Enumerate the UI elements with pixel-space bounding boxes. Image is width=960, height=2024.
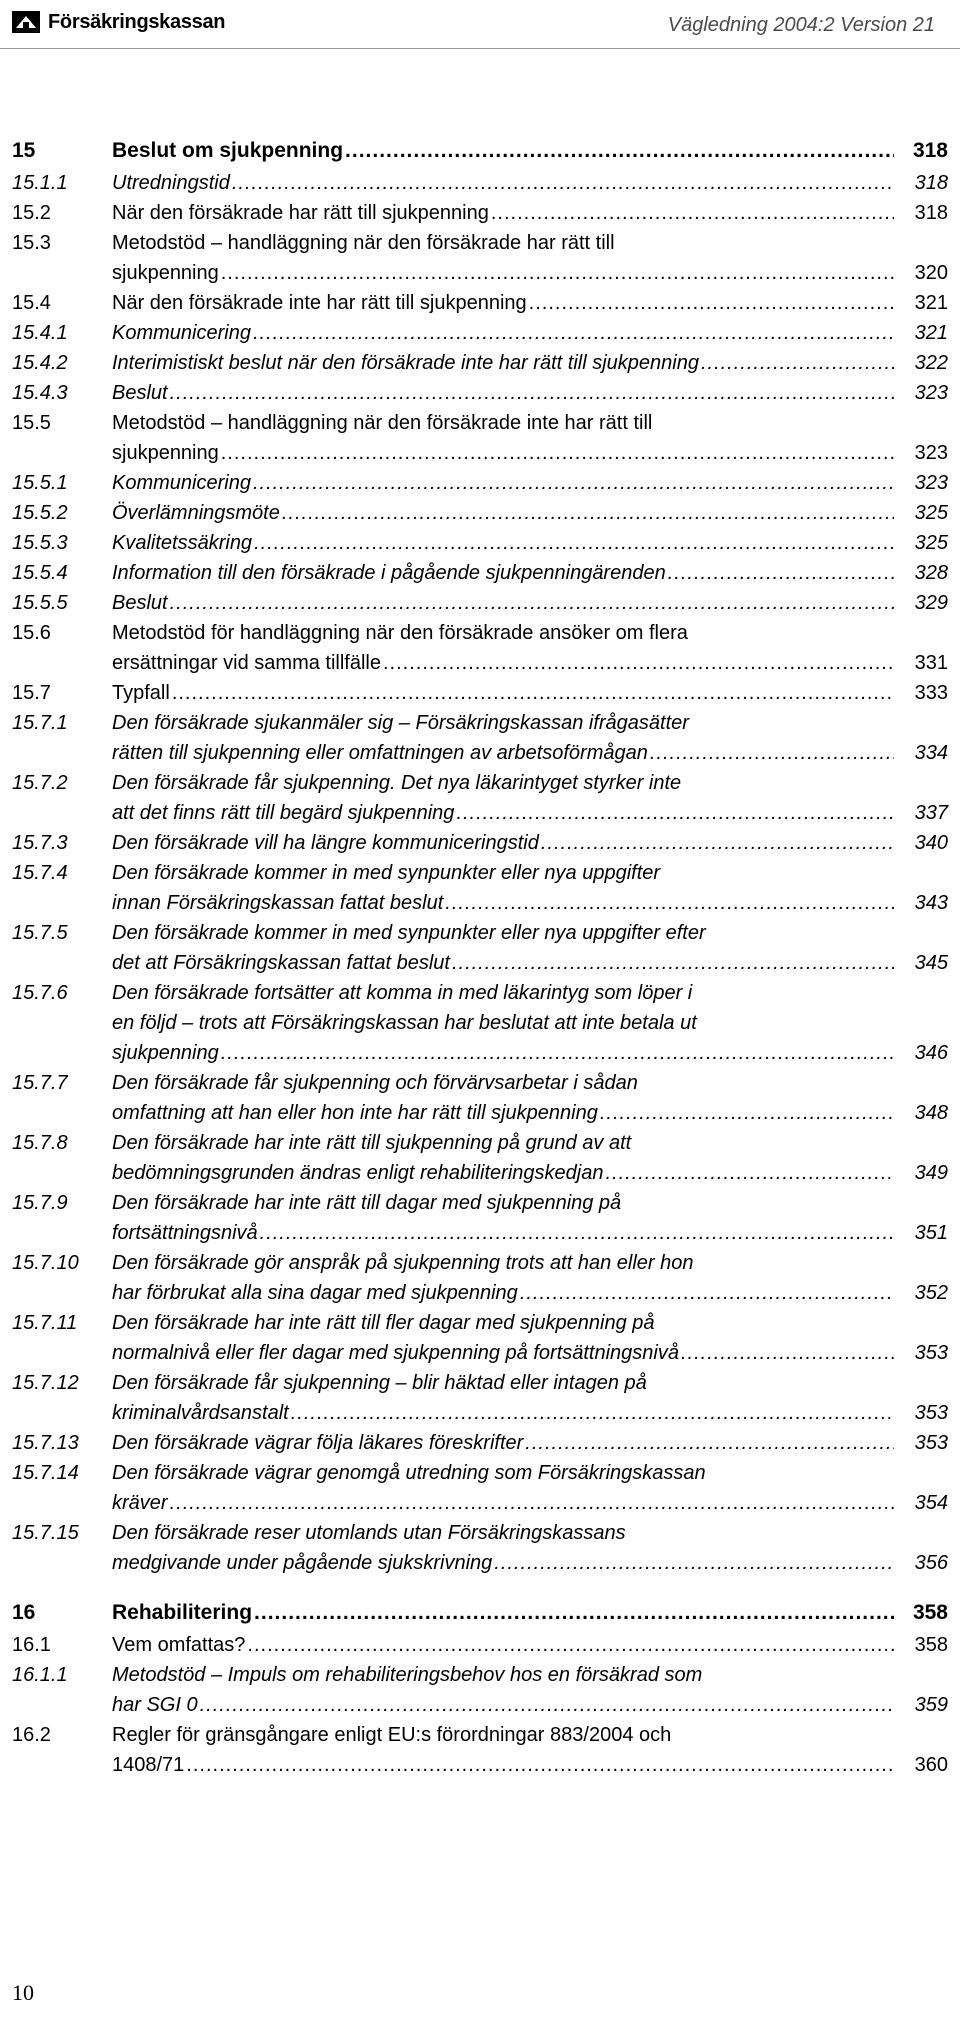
toc-title-line: Kommunicering: [112, 472, 251, 494]
toc-entry[interactable]: [12, 678, 948, 708]
toc-page-number: 318: [914, 202, 948, 224]
toc-entry-body: [112, 618, 948, 678]
page-number: 10: [12, 1980, 34, 2005]
toc-section-number: 15.5.3: [12, 532, 68, 554]
toc-title-line: Den försäkrade vill ha längre kommuniceringstid: [112, 832, 539, 854]
toc-title-line: Kvalitetssäkring: [112, 532, 253, 554]
toc-page-number: 358: [912, 1601, 948, 1624]
toc-title-line: Den försäkrade kommer in med synpunkter eller nya uppgifter: [112, 862, 661, 884]
toc-title-line: Rehabilitering: [112, 1601, 253, 1624]
dot-leader: [254, 1598, 894, 1628]
toc-title-line: Metodstöd för handläggning när den försäkrade ansöker om flera: [112, 622, 688, 644]
toc-page-number: 325: [914, 502, 948, 524]
toc-title-last-line: [112, 198, 896, 228]
toc-entry-body: [112, 288, 948, 318]
toc-entry[interactable]: [12, 1188, 948, 1248]
toc-title-line: sjukpenning: [112, 1042, 219, 1064]
dot-leader: [253, 468, 894, 498]
toc-entry-body: [112, 408, 948, 468]
toc-section-number: 15.6: [12, 622, 51, 644]
toc-title-last-line: [112, 288, 896, 318]
toc-title-line: Metodstöd – handläggning när den försäkrade har rätt till: [112, 232, 615, 254]
toc-page-number: 360: [914, 1754, 948, 1776]
toc-title-last-line: [112, 948, 896, 978]
dot-leader: [254, 528, 894, 558]
toc-title-last-line: [112, 588, 896, 618]
toc-page-number: 321: [914, 292, 948, 314]
dot-leader: [445, 888, 894, 918]
toc-entry-body: [112, 1188, 948, 1248]
toc-entry[interactable]: [12, 1068, 948, 1128]
toc-page-number: 331: [914, 652, 948, 674]
dot-leader: [247, 1630, 894, 1660]
toc-title-last-line: [112, 498, 896, 528]
toc-entry-body: [112, 1368, 948, 1428]
toc-title-line: Den försäkrade gör anspråk på sjukpenning trots att han eller hon: [112, 1252, 694, 1274]
toc-section-number: 15.7: [12, 682, 51, 704]
toc-title-last-line: [112, 1750, 896, 1780]
toc-entry[interactable]: [12, 1308, 948, 1368]
toc-title-last-line: [112, 1630, 896, 1660]
toc-title-line: Metodstöd – Impuls om rehabiliteringsbehov hos en försäkrad som: [112, 1664, 703, 1686]
toc-title-last-line: [112, 1690, 896, 1720]
toc-section-number: 15.7.13: [12, 1432, 79, 1454]
dot-leader: [282, 498, 894, 528]
logo-text: Försäkringskassan: [48, 11, 226, 33]
dot-leader: [491, 198, 894, 228]
toc-title-last-line: [112, 136, 896, 166]
toc-page-number: 318: [914, 172, 948, 194]
toc-entry[interactable]: [12, 918, 948, 978]
toc-page-number: 328: [914, 562, 948, 584]
toc-title-last-line: [112, 648, 896, 678]
dot-leader: [456, 798, 894, 828]
toc-section-number: 15.7.15: [12, 1522, 79, 1544]
logo-mark-icon: [12, 11, 40, 33]
toc-entry-body: [112, 558, 948, 588]
toc-entry-body: [112, 1518, 948, 1578]
toc-section-number: 15.7.9: [12, 1192, 68, 1214]
dot-leader: [520, 1278, 894, 1308]
toc-title-line: När den försäkrade har rätt till sjukpenning: [112, 202, 489, 224]
toc-title-line: Överlämningsmöte: [112, 502, 280, 524]
toc-title-last-line: [112, 828, 896, 858]
toc-entry-body: [112, 348, 948, 378]
toc-title-line: Den försäkrade har inte rätt till sjukpenning på grund av att: [112, 1132, 632, 1154]
toc-title-line: Typfall: [112, 682, 170, 704]
toc-section-number: 15.7.7: [12, 1072, 68, 1094]
toc-section-number: 15.5.5: [12, 592, 68, 614]
toc-entry[interactable]: [12, 768, 948, 828]
toc-page-number: 340: [914, 832, 948, 854]
toc-title-line: Den försäkrade får sjukpenning och förvärvsarbetar i sådan: [112, 1072, 638, 1094]
toc-entry[interactable]: [12, 708, 948, 768]
toc-title-last-line: [112, 1548, 896, 1578]
dot-leader: [170, 1488, 894, 1518]
toc-entry-body: [112, 918, 948, 978]
toc-page-number: 323: [914, 442, 948, 464]
toc-title-last-line: [112, 1098, 896, 1128]
toc-section-number: 15.7.6: [12, 982, 68, 1004]
toc-title-last-line: [112, 348, 896, 378]
dot-leader: [172, 678, 894, 708]
toc-title-line: Den försäkrade får sjukpenning. Det nya läkarintyget styrker inte: [112, 772, 682, 794]
toc-title-last-line: [112, 1038, 896, 1068]
dot-leader: [253, 318, 894, 348]
toc-title-line: Metodstöd – handläggning när den försäkrade inte har rätt till: [112, 412, 653, 434]
dot-leader: [701, 348, 894, 378]
toc-page-number: 325: [914, 532, 948, 554]
toc-page-number: 337: [914, 802, 948, 824]
dot-leader: [170, 588, 894, 618]
toc-entry-body: [112, 1308, 948, 1368]
toc-entry[interactable]: [12, 828, 948, 858]
toc-entry-body: [112, 468, 948, 498]
toc-title-last-line: [112, 1158, 896, 1188]
toc-title-last-line: [112, 1598, 896, 1628]
toc-entry-body: [112, 828, 948, 858]
toc-entry-body: [112, 228, 948, 288]
toc-page-number: 354: [914, 1492, 948, 1514]
toc-page-number: 353: [914, 1402, 948, 1424]
toc-title-line: sjukpenning: [112, 262, 219, 284]
dot-leader: [260, 1218, 894, 1248]
toc-section-number: 15.7.11: [12, 1312, 78, 1334]
toc-title-line: Den försäkrade kommer in med synpunkter eller nya uppgifter efter: [112, 922, 706, 944]
toc-title-last-line: [112, 738, 896, 768]
toc-entry-body: [112, 1630, 948, 1660]
dot-leader: [529, 288, 894, 318]
toc-title-line: Den försäkrade vägrar följa läkares föreskrifter: [112, 1432, 524, 1454]
dot-leader: [170, 378, 894, 408]
toc-entry[interactable]: [12, 1128, 948, 1188]
toc-title-last-line: [112, 468, 896, 498]
toc-page-number: 318: [912, 139, 948, 162]
toc-title-line: omfattning att han eller hon inte har rätt till sjukpenning: [112, 1102, 598, 1124]
dot-leader: [681, 1338, 894, 1368]
toc-entry[interactable]: [12, 588, 948, 618]
toc-title-line: kräver: [112, 1492, 168, 1514]
toc-entry[interactable]: [12, 528, 948, 558]
toc-page-number: 353: [914, 1342, 948, 1364]
toc-title-line: det att Försäkringskassan fattat beslut: [112, 952, 450, 974]
toc-entry-body: [112, 678, 948, 708]
dot-leader: [200, 1690, 894, 1720]
toc-section-number: 16.2: [12, 1724, 51, 1746]
dot-leader: [221, 1038, 894, 1068]
toc-title-line: Beslut om sjukpenning: [112, 139, 344, 162]
toc-entry[interactable]: [12, 1368, 948, 1428]
toc-title-last-line: [112, 1398, 896, 1428]
dot-leader: [383, 648, 894, 678]
dot-leader: [650, 738, 894, 768]
toc-title-line: normalnivå eller fler dagar med sjukpenning på fortsättningsnivå: [112, 1342, 679, 1364]
toc-page-number: 343: [914, 892, 948, 914]
toc-title-last-line: [112, 258, 896, 288]
toc-title-last-line: [112, 378, 896, 408]
logo: [12, 10, 225, 34]
toc-title-line: innan Försäkringskassan fattat beslut: [112, 892, 444, 914]
toc-title-line: Den försäkrade har inte rätt till dagar med sjukpenning på: [112, 1192, 622, 1214]
toc-entry-body: [112, 378, 948, 408]
toc-title-line: sjukpenning: [112, 442, 219, 464]
toc-section-number: 15.4.3: [12, 382, 68, 404]
toc-title-line: rätten till sjukpenning eller omfattningen av arbetsoförmågan: [112, 742, 648, 764]
toc-section-number: 15.5.1: [12, 472, 68, 494]
dot-leader: [541, 828, 894, 858]
toc-title-line: Den försäkrade vägrar genomgå utredning som Försäkringskassan: [112, 1462, 706, 1484]
toc-page-number: 345: [914, 952, 948, 974]
toc-entry-body: [112, 198, 948, 228]
toc-entry-body: [112, 1720, 948, 1780]
toc-page-number: 323: [914, 382, 948, 404]
toc-page-number: 346: [914, 1042, 948, 1064]
toc-title-last-line: [112, 678, 896, 708]
toc-entry[interactable]: [12, 1458, 948, 1518]
toc-entry-body: [112, 858, 948, 918]
toc-section-number: 15.7.12: [12, 1372, 79, 1394]
toc-title-last-line: [112, 1428, 896, 1458]
toc-title-line: När den försäkrade inte har rätt till sjukpenning: [112, 292, 527, 314]
toc-section-number: 15.3: [12, 232, 51, 254]
toc-section-number: 15.4: [12, 292, 51, 314]
toc-entry[interactable]: [12, 228, 948, 288]
toc-title-last-line: [112, 1218, 896, 1248]
toc-title-last-line: [112, 438, 896, 468]
table-of-contents: [12, 136, 948, 1780]
toc-page-number: 323: [914, 472, 948, 494]
toc-section-number: 15.7.3: [12, 832, 68, 854]
toc-page-number: 353: [914, 1432, 948, 1454]
document-version: Vägledning 2004:2 Version 21: [667, 14, 935, 36]
dot-leader: [345, 136, 894, 166]
dot-leader: [494, 1548, 894, 1578]
toc-entry-body: [112, 1458, 948, 1518]
toc-entry[interactable]: [12, 1248, 948, 1308]
toc-entry[interactable]: [12, 1630, 948, 1660]
dot-leader: [221, 438, 894, 468]
toc-title-last-line: [112, 1338, 896, 1368]
toc-title-line: Vem omfattas?: [112, 1634, 246, 1656]
toc-section-number: 15.7.14: [12, 1462, 79, 1484]
toc-title-last-line: [112, 528, 896, 558]
toc-entry[interactable]: [12, 978, 948, 1068]
toc-section-number: 16: [12, 1601, 36, 1624]
dot-leader: [232, 168, 894, 198]
toc-entry-body: [112, 768, 948, 828]
toc-entry-body: [112, 588, 948, 618]
toc-page-number: 356: [914, 1552, 948, 1574]
toc-page-number: 321: [914, 322, 948, 344]
toc-entry-body: [112, 1068, 948, 1128]
toc-page-number: 351: [914, 1222, 948, 1244]
dot-leader: [221, 258, 894, 288]
toc-section-number: 16.1: [12, 1634, 51, 1656]
toc-section-number: 15: [12, 139, 36, 162]
dot-leader: [605, 1158, 894, 1188]
toc-section-number: 15.4.2: [12, 352, 68, 374]
toc-title-line: Den försäkrade reser utomlands utan Försäkringskassans: [112, 1522, 626, 1544]
dot-leader: [600, 1098, 894, 1128]
toc-entry-body: [112, 1128, 948, 1188]
toc-section-number: 15.7.4: [12, 862, 68, 884]
toc-title-line: en följd – trots att Försäkringskassan har beslutat att inte betala ut: [112, 1012, 697, 1034]
toc-title-line: Utredningstid: [112, 172, 230, 194]
toc-title-last-line: [112, 1488, 896, 1518]
toc-page-number: 359: [914, 1694, 948, 1716]
toc-title-line: ersättningar vid samma tillfälle: [112, 652, 381, 674]
toc-section-number: 15.1.1: [12, 172, 68, 194]
toc-entry-body: [112, 168, 948, 198]
toc-entry-body: [112, 318, 948, 348]
dot-leader: [186, 1750, 894, 1780]
toc-section-number: 15.7.2: [12, 772, 68, 794]
toc-title-last-line: [112, 798, 896, 828]
toc-title-last-line: [112, 168, 896, 198]
toc-entry[interactable]: [12, 618, 948, 678]
toc-title-line: Beslut: [112, 592, 168, 614]
header-divider: [0, 48, 960, 49]
toc-entry[interactable]: [12, 858, 948, 918]
dot-leader: [525, 1428, 894, 1458]
toc-title-line: Den försäkrade sjukanmäler sig – Försäkringskassan ifrågasätter: [112, 712, 689, 734]
toc-entry[interactable]: [12, 1428, 948, 1458]
toc-title-line: Kommunicering: [112, 322, 251, 344]
toc-page-number: 358: [914, 1634, 948, 1656]
toc-entry[interactable]: [12, 1720, 948, 1780]
toc-title-line: Beslut: [112, 382, 168, 404]
toc-page-number: 333: [914, 682, 948, 704]
toc-chapter-entry[interactable]: [12, 1598, 948, 1628]
toc-entry[interactable]: [12, 558, 948, 588]
page-header: [0, 0, 960, 60]
toc-title-last-line: [112, 888, 896, 918]
toc-entry-body: [112, 1598, 948, 1628]
toc-page-number: 320: [914, 262, 948, 284]
toc-title-line: Regler för gränsgångare enligt EU:s förordningar 883/2004 och: [112, 1724, 672, 1746]
toc-section-number: 15.7.5: [12, 922, 68, 944]
toc-entry[interactable]: [12, 378, 948, 408]
toc-entry-body: [112, 528, 948, 558]
toc-entry[interactable]: [12, 198, 948, 228]
toc-title-last-line: [112, 558, 896, 588]
toc-entry-body: [112, 1428, 948, 1458]
toc-title-line: Den försäkrade har inte rätt till fler dagar med sjukpenning på: [112, 1312, 655, 1334]
toc-title-line: Interimistiskt beslut när den försäkrade inte har rätt till sjukpenning: [112, 352, 699, 374]
toc-title-line: har SGI 0: [112, 1694, 198, 1716]
toc-title-line: Information till den försäkrade i pågående sjukpenningärenden: [112, 562, 666, 584]
toc-title-line: har förbrukat alla sina dagar med sjukpenning: [112, 1282, 518, 1304]
toc-chapter-entry[interactable]: [12, 136, 948, 166]
toc-page-number: 322: [914, 352, 948, 374]
toc-entry[interactable]: [12, 318, 948, 348]
toc-entry-body: [112, 498, 948, 528]
toc-title-line: Den försäkrade får sjukpenning – blir häktad eller intagen på: [112, 1372, 647, 1394]
toc-title-line: bedömningsgrunden ändras enligt rehabiliteringskedjan: [112, 1162, 604, 1184]
toc-entry[interactable]: [12, 468, 948, 498]
toc-page-number: 348: [914, 1102, 948, 1124]
toc-section-number: 15.7.10: [12, 1252, 79, 1274]
toc-section-number: 15.4.1: [12, 322, 68, 344]
dot-leader: [291, 1398, 894, 1428]
toc-title-last-line: [112, 1278, 896, 1308]
toc-section-number: 15.2: [12, 202, 51, 224]
toc-title-line: fortsättningsnivå: [112, 1222, 258, 1244]
toc-section-number: 15.5.2: [12, 502, 68, 524]
toc-title-line: kriminalvårdsanstalt: [112, 1402, 289, 1424]
toc-title-line: 1408/71: [112, 1754, 185, 1776]
toc-section-number: 15.7.1: [12, 712, 68, 734]
toc-section-number: 15.5.4: [12, 562, 68, 584]
dot-leader: [668, 558, 894, 588]
toc-entry[interactable]: [12, 498, 948, 528]
toc-section-number: 15.7.8: [12, 1132, 68, 1154]
toc-title-line: att det finns rätt till begärd sjukpenning: [112, 802, 455, 824]
toc-entry[interactable]: [12, 288, 948, 318]
toc-title-line: medgivande under pågående sjukskrivning: [112, 1552, 493, 1574]
toc-title-line: Den försäkrade fortsätter att komma in med läkarintyg som löper i: [112, 982, 693, 1004]
toc-entry-body: [112, 1660, 948, 1720]
toc-section-number: 16.1.1: [12, 1664, 68, 1686]
toc-entry-body: [112, 136, 948, 166]
toc-entry[interactable]: [12, 1518, 948, 1578]
toc-page-number: 334: [914, 742, 948, 764]
toc-title-last-line: [112, 318, 896, 348]
dot-leader: [452, 948, 894, 978]
toc-section-number: 15.5: [12, 412, 51, 434]
toc-page-number: 329: [914, 592, 948, 614]
toc-entry[interactable]: [12, 168, 948, 198]
toc-entry[interactable]: [12, 408, 948, 468]
toc-entry-body: [112, 1248, 948, 1308]
toc-page-number: 349: [914, 1162, 948, 1184]
toc-entry[interactable]: [12, 348, 948, 378]
toc-entry-body: [112, 978, 948, 1068]
toc-page-number: 352: [914, 1282, 948, 1304]
toc-entry[interactable]: [12, 1660, 948, 1720]
toc-entry-body: [112, 708, 948, 768]
